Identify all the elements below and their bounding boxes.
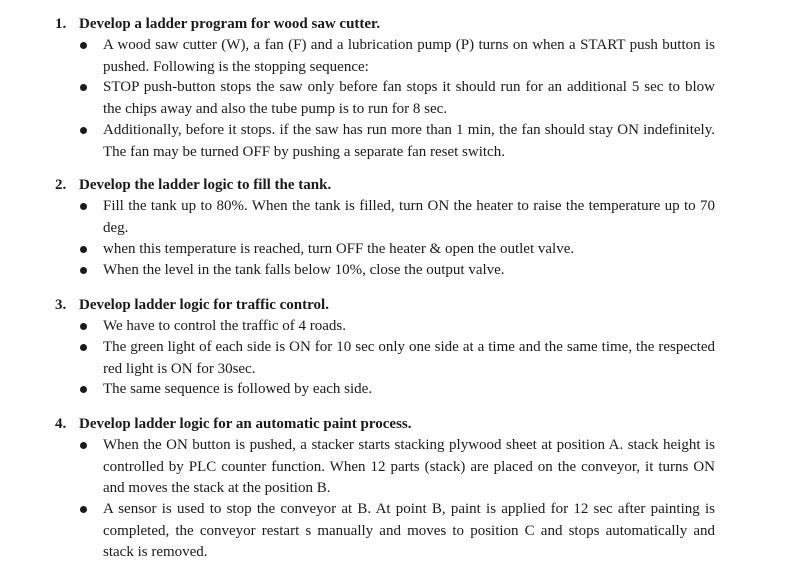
bullet-dot: [80, 203, 87, 210]
section-2-number: 2.: [55, 177, 67, 193]
section-1-title: Develop a ladder program for wood saw cutter.: [79, 16, 381, 32]
bullet-dot: [80, 84, 87, 91]
bullet-text: when this temperature is reached, turn OFF the heater & open the outlet valve.: [103, 241, 575, 257]
bullet-text: When the ON button is pushed, a stacker starts stacking plywood sheet at position A. stack height is controlled by PLC counter function. When 12 parts (stack) are placed on the conveyor, it turns ON and moves the stack at the position B.: [103, 437, 715, 496]
section-4-number: 4.: [55, 416, 67, 432]
bullet-text: We have to control the traffic of 4 roads.: [103, 318, 347, 334]
bullet-text: STOP push-button stops the saw only before fan stops it should run for an additional 5 sec to blow the chips away and also the tube pump is to run for 8 sec.: [103, 79, 715, 117]
bullet-text: Fill the tank up to 80%. When the tank is filled, turn ON the heater to raise the temperature up to 70 deg.: [103, 198, 715, 236]
bullet-dot: [80, 267, 87, 274]
bullet-text: A sensor is used to stop the conveyor at B. At point B, paint is applied for 12 sec after painting is completed, the conveyor restart s manually and moves to position C and stops automatically and stack is removed.: [103, 501, 715, 560]
bullet-dot: [80, 506, 87, 513]
bullet-text: The same sequence is followed by each side.: [103, 381, 373, 397]
bullet-text: When the level in the tank falls below 10%, close the output valve.: [103, 262, 505, 278]
section-3-number: 3.: [55, 297, 67, 313]
section-1-number: 1.: [55, 16, 67, 32]
bullet-dot: [80, 42, 87, 49]
bullet-dot: [80, 127, 87, 134]
bullet-dot: [80, 442, 87, 449]
section-2-heading: [55, 175, 331, 196]
bullet-dot: [80, 246, 87, 253]
section-3-heading: [55, 295, 329, 316]
section-2-title: Develop the ladder logic to fill the tank.: [79, 177, 332, 193]
bullet-text: The green light of each side is ON for 10 sec only one side at a time and the same time, the respected red light is ON for 30sec.: [103, 339, 715, 377]
section-4-title: Develop ladder logic for an automatic paint process.: [79, 416, 412, 432]
section-3-title: Develop ladder logic for traffic control.: [79, 297, 329, 313]
section-4-heading: [55, 414, 412, 435]
bullet-dot: [80, 323, 87, 330]
bullet-text: A wood saw cutter (W), a fan (F) and a lubrication pump (P) turns on when a START push button is pushed. Following is the stopping sequence:: [103, 37, 715, 75]
bullet-dot: [80, 344, 87, 351]
bullet-text: Additionally, before it stops. if the saw has run more than 1 min, the fan should stay ON indefinitely. The fan may be turned OFF by pushing a separate fan reset switch.: [103, 122, 715, 160]
section-1-heading: [55, 14, 380, 35]
bullet-dot: [80, 386, 87, 393]
